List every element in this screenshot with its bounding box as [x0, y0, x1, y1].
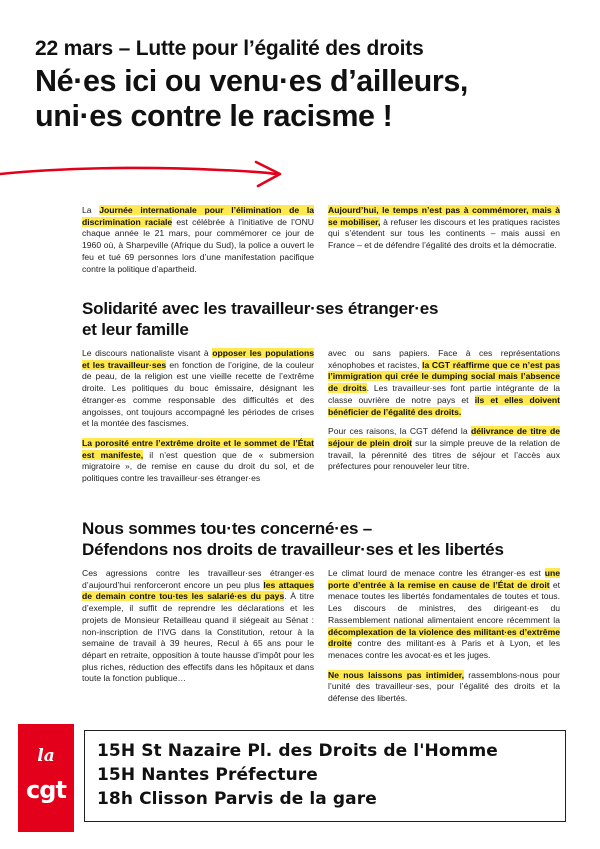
section-2-right-column [328, 568, 560, 713]
event-line-nantes: 15H Nantes Préfecture [97, 765, 318, 785]
section-2-right-paragraph-1 [328, 568, 560, 662]
section-2-title-line-1: Nous sommes tou·tes concerné·es – [82, 519, 373, 538]
logo-cgt-text: cgt [26, 776, 66, 804]
section-1-right-paragraph-2 [328, 426, 560, 473]
text: sur la simple preuve de la relation de travail, la pérennité des titres de séjour et l’accès aux préfectures pour renouveler leur titre. [328, 437, 560, 472]
highlight: Aujourd’hui, le temps n’est pas à commémorer, mais à se mobiliser, [328, 205, 560, 227]
section-1-left-paragraph-1 [82, 348, 314, 430]
intro-left-column [82, 205, 314, 283]
highlight: Ne nous laissons pas intimider, [328, 669, 465, 680]
events-box [84, 730, 566, 822]
text: avec ou sans papiers. Face à ces représentations xénophobes et racistes, [328, 348, 560, 370]
section-1-title-line-1: Solidarité avec les travailleur·ses étranger·es [82, 299, 439, 318]
text: il n’est question que de « submersion migratoire », de remise en cause du droit du sol, et de politiques contre les travailleur·ses étranger·es [82, 449, 314, 484]
text: Ces agressions contre les travailleur·ses étranger·es d’aujourd’hui renforceront encore un peu plus [82, 568, 314, 590]
intro-right-column [328, 205, 560, 260]
highlight: La porosité entre l’extrême droite et le sommet de l’État est manifeste, [82, 437, 314, 460]
highlight: ils et elles doivent bénéficier de l’égalité des droits. [328, 394, 561, 417]
kicker-date: 22 mars – Lutte pour l’égalité des droits [35, 37, 424, 60]
highlight: opposer les populations et les travailleur·ses [82, 348, 315, 370]
highlight: une porte d’entrée à la remise en cause de l’État de droit [328, 568, 560, 590]
event-line-st-nazaire: 15H St Nazaire Pl. des Droits de l'Homme [97, 741, 498, 761]
text: à refuser les discours et les pratiques racistes qui s’étendent sur tous les continents – mais aussi en France – et de défendre l’égalité des droits et la démocratie. [328, 216, 560, 251]
text: . Les travailleur·ses font partie intégrante de la classe ouvrière de notre pays et [328, 383, 561, 405]
header [35, 36, 575, 134]
intro-left-paragraph [82, 205, 314, 275]
text: Le climat lourd de menace contre les étranger·es est [328, 568, 545, 578]
text: Le discours nationaliste visant à [82, 348, 213, 358]
red-arrow-icon [0, 150, 290, 200]
text: et menace toutes les libertés fondamentales de toutes et tous. Les discours de ministres, des dirigeant·es du Rassemblement national alimentaient encore récemment la [328, 579, 560, 625]
section-1-left-column [82, 348, 314, 493]
highlight: la CGT réaffirme que ce n’est pas l’immigration qui crée le dumping social mais l’absence de droits [328, 359, 560, 394]
section-2-left-paragraph-1 [82, 568, 314, 685]
section-1-title [82, 298, 582, 340]
text: . À titre d’exemple, il suffit de reprendre les déclarations et les projets de Monsieur Retailleau quand il siégeait au Sénat : non-inscription de l’IVG dans la Constitution, retour à la semaine de travail à 39 heures, Recul à 65 ans pour le départ en retraite, opposition à toute hausse d’impôt pour les plus riches, réduction des effectifs dans les hôpitaux et dans toute la fonction publique… [82, 591, 314, 684]
section-2-right-paragraph-2 [328, 670, 560, 705]
text: La [82, 205, 100, 215]
text: est célébrée à l’initiative de l’ONU chaque année le 21 mars, pour commémorer ce jour de 1960 où, à Sharpeville (Afrique du Sud), la police a ouvert le feu et tué 69 personnes lors d’une manifestation pacifique contre la politique d’apartheid. [82, 216, 315, 274]
highlight: Journée internationale pour l’élimination de la discrimination raciale [82, 205, 314, 227]
headline [35, 64, 575, 134]
headline-line-1: Né·es ici ou venu·es d’ailleurs, [35, 64, 468, 98]
highlight: les attaques de demain contre tou·tes les salarié·es du pays [82, 579, 314, 602]
highlight: décomplexation de la violence des militant·es d’extrême droite [328, 626, 560, 649]
cgt-logo [18, 724, 74, 832]
section-2-left-column [82, 568, 314, 693]
event-line-clisson: 18h Clisson Parvis de la gare [97, 789, 377, 809]
section-1-left-paragraph-2 [82, 438, 314, 485]
text: rassemblons-nous pour l’unité des travailleur·ses, pour l’égalité des droits et la défense des libertés. [328, 669, 560, 704]
text: en fonction de l’origine, de la couleur de peau, de la religion est une vieille recette de l’extrême droite. Les politiques du bouc émissaire, désignant les étranger·es comme responsable des difficultés et des angoisses, ont toujours accompagné les périodes de crises et la montée des fascismes. [82, 359, 314, 429]
section-1-right-column [328, 348, 560, 481]
section-1-title-line-2: et leur famille [82, 320, 189, 339]
section-1-right-paragraph-1 [328, 348, 560, 418]
headline-line-2: uni·es contre le racisme ! [35, 99, 393, 133]
section-2-title-line-2: Défendons nos droits de travailleur·ses et les libertés [82, 540, 504, 559]
text: Pour ces raisons, la CGT défend la [328, 426, 471, 437]
text: contre des militant·es à Paris et à Lyon, et les menaces contre les avocat·es et les juges. [328, 638, 560, 660]
highlight: délivrance de titre de séjour de plein droit [328, 426, 560, 448]
logo-la-text: la [37, 746, 55, 766]
section-2-title [82, 518, 582, 560]
intro-right-paragraph [328, 205, 560, 252]
